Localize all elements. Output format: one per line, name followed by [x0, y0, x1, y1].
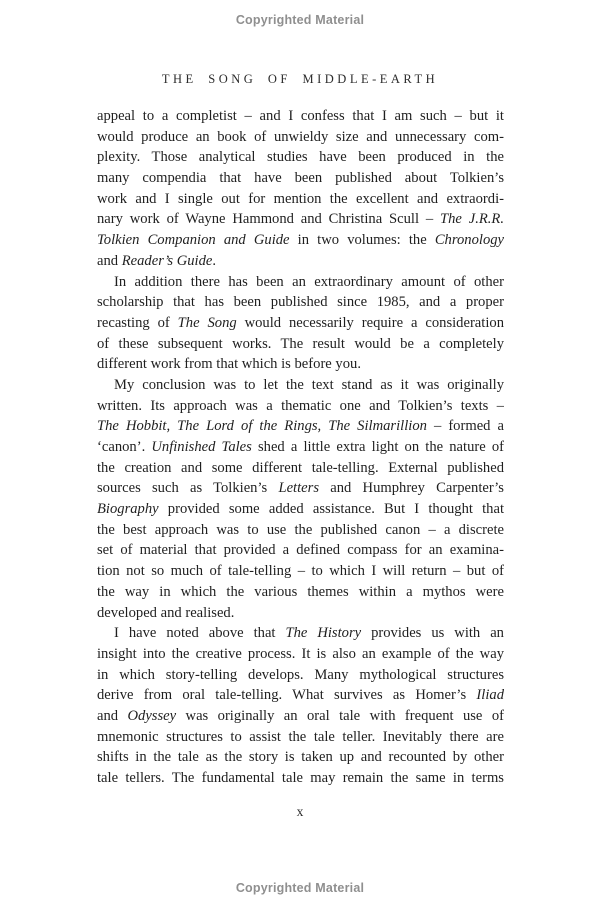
text-line: tion not so much of tale-telling – to which I will return – but of	[97, 563, 504, 580]
text-line: ‘canon’. Unfinished Tales shed a little extra light on the nature of	[97, 439, 504, 455]
text-line: mnemonic structures to assist the tale teller. Inevitably there are	[97, 728, 504, 745]
text-line: plexity. Those analytical studies have been produced in the	[97, 149, 504, 166]
text-line: sources such as Tolkien’s Letters and Humphrey Carpenter’s	[97, 480, 504, 497]
text-line: insight into the creative process. It is also an example of the way	[97, 645, 504, 662]
text-line: recasting of The Song would necessarily require a consideration	[97, 314, 504, 331]
text-line: in which story-telling develops. Many mythological structures	[97, 666, 504, 683]
text-line: set of material that provided a defined compass for an examina-	[97, 542, 504, 559]
text-line: Biography provided some added assistance. But I thought that	[97, 501, 504, 518]
text-line: would produce an book of unwieldy size and unnecessary com-	[97, 128, 504, 145]
text-line: derive from oral tale-telling. What survives as Homer’s Iliad	[97, 687, 504, 704]
text-line: the way in which the various themes within a mythos were	[97, 583, 504, 600]
text-line: In addition there has been an extraordinary amount of other	[114, 273, 504, 290]
text-line: and Odyssey was originally an oral tale with frequent use of	[97, 707, 504, 724]
text-line: written. Its approach was a thematic one and Tolkien’s texts –	[97, 397, 504, 414]
text-line: of these subsequent works. The result would be a completely	[97, 335, 504, 352]
text-line: The Hobbit, The Lord of the Rings, The Silmarillion – formed a	[97, 418, 504, 435]
page-body-text	[97, 106, 504, 789]
text-line: the creation and some different tale-telling. External published	[97, 459, 504, 476]
text-line: tale tellers. The fundamental tale may remain the same in terms	[97, 770, 504, 786]
text-line: Tolkien Companion and Guide in two volumes: the Chronology	[97, 232, 504, 249]
text-line: and Reader’s Guide.	[97, 252, 217, 269]
text-line: shifts in the tale as the story is taken up and recounted by other	[97, 749, 504, 766]
text-line: different work from that which is before you.	[97, 356, 361, 373]
text-line: scholarship that has been published since 1985, and a proper	[97, 294, 504, 311]
text-line: developed and realised.	[97, 604, 235, 621]
text-line: I have noted above that The History provides us with an	[114, 625, 504, 642]
text-line: the best approach was to use the published canon – a discrete	[97, 521, 504, 538]
text-line: nary work of Wayne Hammond and Christina Scull – The J.R.R.	[97, 211, 504, 228]
copyright-notice-bottom: Copyrighted Material	[235, 881, 365, 895]
text-line: appeal to a completist – and I confess that I am such – but it	[97, 108, 504, 124]
page-number: x	[296, 804, 304, 819]
running-header: THE SONG OF MIDDLE-EARTH	[161, 72, 439, 86]
text-line: My conclusion was to let the text stand as it was originally	[114, 376, 504, 393]
text-line: many compendia that have been published about Tolkien’s	[97, 170, 504, 187]
copyright-notice-top: Copyrighted Material	[235, 13, 365, 27]
text-line: work and I single out for mention the excellent and extraordi-	[97, 190, 504, 207]
